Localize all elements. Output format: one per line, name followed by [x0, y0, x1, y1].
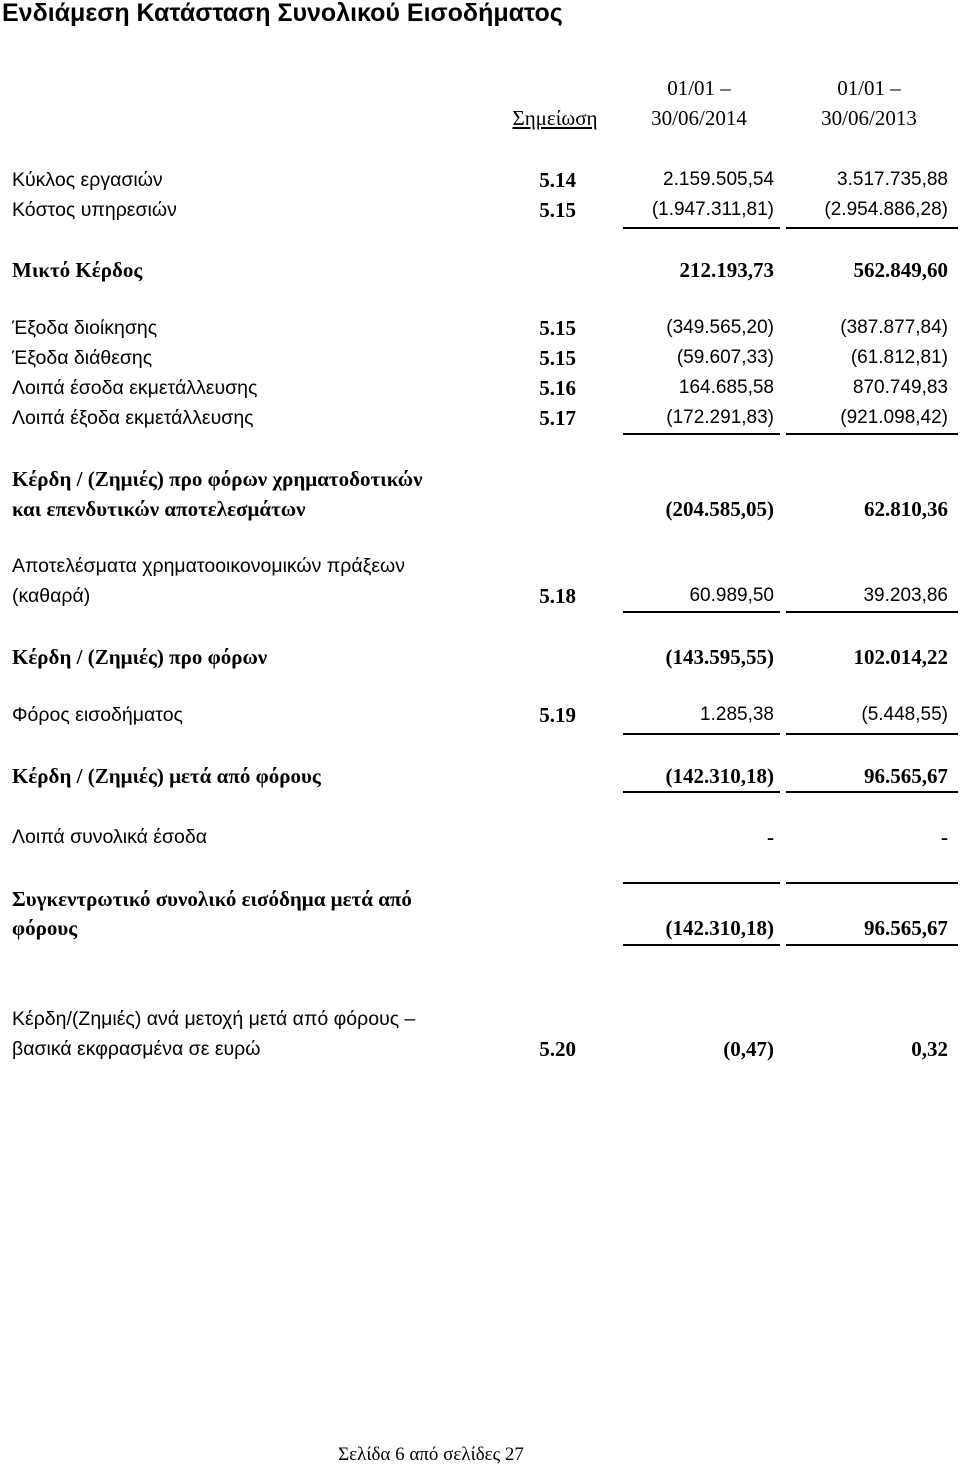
- row-value-2013-admin-expenses: (387.877,84): [840, 317, 948, 338]
- subtotal-rule: [786, 227, 958, 229]
- row-value-2014-revenue: 2.159.505,54: [663, 169, 774, 190]
- col-2014-header-line1: 01/01 –: [667, 76, 731, 100]
- row-value-2014-eps: (0,47): [723, 1037, 774, 1061]
- row-value-2013-other-comprehensive: -: [941, 825, 948, 849]
- row-value-2014-selling-expenses: (59.607,33): [676, 347, 774, 368]
- row-value-2013-ebt: 102.014,22: [853, 645, 948, 669]
- row-value-2014-admin-expenses: (349.565,20): [666, 317, 774, 338]
- row-label-financial-results-line2: (καθαρά): [12, 585, 91, 607]
- row-label-eps-line1: Κέρδη/(Ζημιές) ανά μετοχή μετά από φόρους –: [12, 1008, 416, 1030]
- row-label-other-income: Λοιπά έσοδα εκμετάλλευσης: [12, 377, 258, 399]
- row-label-total-comprehensive-line1: Συγκεντρωτικό συνολικό εισόδημα μετά από: [12, 887, 412, 911]
- page-title: Ενδιάμεση Κατάσταση Συνολικού Εισοδήματος: [2, 0, 563, 27]
- row-label-financial-results-line1: Αποτελέσματα χρηματοοικονομικών πράξεων: [12, 555, 406, 577]
- row-note-cost-of-services: 5.15: [539, 198, 576, 222]
- row-value-2014-total-comprehensive: (142.310,18): [665, 916, 774, 940]
- subtotal-rule: [786, 733, 958, 735]
- row-note-admin-expenses: 5.15: [539, 316, 576, 340]
- subtotal-rule: [623, 882, 780, 884]
- subtotal-rule: [623, 227, 780, 229]
- subtotal-rule: [786, 791, 958, 793]
- row-value-2013-net-profit: 96.565,67: [864, 764, 948, 788]
- row-label-cost-of-services: Κόστος υπηρεσιών: [12, 199, 177, 221]
- row-value-2014-gross-profit: 212.193,73: [679, 258, 774, 282]
- subtotal-rule: [786, 611, 958, 613]
- total-rule: [623, 944, 780, 946]
- row-note-eps: 5.20: [539, 1037, 576, 1061]
- row-note-income-tax: 5.19: [539, 703, 576, 727]
- row-value-2013-eps: 0,32: [911, 1037, 948, 1061]
- col-2013-header-line2: 30/06/2013: [821, 106, 917, 130]
- row-value-2013-income-tax: (5.448,55): [861, 704, 948, 725]
- row-value-2014-other-expenses: (172.291,83): [666, 407, 774, 428]
- row-note-other-expenses: 5.17: [539, 406, 576, 430]
- row-value-2014-financial-results: 60.989,50: [689, 585, 774, 606]
- subtotal-rule: [786, 882, 958, 884]
- row-note-revenue: 5.14: [539, 168, 576, 192]
- page-footer: Σελίδα 6 από σελίδες 27: [338, 1444, 524, 1465]
- row-value-2014-other-comprehensive: -: [767, 825, 774, 849]
- subtotal-rule: [623, 791, 780, 793]
- row-value-2014-net-profit: (142.310,18): [665, 764, 774, 788]
- subtotal-rule: [623, 611, 780, 613]
- row-value-2013-cost-of-services: (2.954.886,28): [824, 199, 948, 220]
- subtotal-rule: [623, 433, 780, 435]
- row-value-2014-ebt: (143.595,55): [665, 645, 774, 669]
- row-value-2014-cost-of-services: (1.947.311,81): [651, 199, 774, 220]
- row-note-other-income: 5.16: [539, 376, 576, 400]
- note-column-header: Σημείωση: [512, 106, 598, 130]
- row-label-eps-line2: βασικά εκφρασμένα σε ευρώ: [12, 1038, 261, 1060]
- row-label-net-profit: Κέρδη / (Ζημιές) μετά από φόρους: [12, 764, 321, 788]
- row-value-2013-financial-results: 39.203,86: [863, 585, 948, 606]
- subtotal-rule: [623, 733, 780, 735]
- total-rule: [786, 944, 958, 946]
- row-value-2014-other-income: 164.685,58: [678, 377, 774, 398]
- row-value-2013-other-income: 870.749,83: [852, 377, 948, 398]
- row-label-ebt: Κέρδη / (Ζημιές) προ φόρων: [12, 645, 268, 669]
- row-label-other-expenses: Λοιπά έξοδα εκμετάλλευσης: [12, 407, 254, 429]
- row-value-2013-other-expenses: (921.098,42): [840, 407, 948, 428]
- subtotal-rule: [786, 433, 958, 435]
- row-note-selling-expenses: 5.15: [539, 346, 576, 370]
- row-label-selling-expenses: Έξοδα διάθεσης: [12, 347, 153, 369]
- row-note-financial-results: 5.18: [539, 584, 576, 608]
- col-2014-header-line2: 30/06/2014: [651, 106, 747, 130]
- row-value-2013-selling-expenses: (61.812,81): [850, 347, 948, 368]
- row-label-other-comprehensive: Λοιπά συνολικά έσοδα: [12, 826, 207, 848]
- row-value-2013-ebit: 62.810,36: [864, 497, 948, 521]
- row-label-gross-profit: Μικτό Κέρδος: [12, 258, 143, 282]
- row-value-2014-income-tax: 1.285,38: [700, 704, 774, 725]
- row-label-income-tax: Φόρος εισοδήματος: [12, 704, 183, 726]
- row-value-2013-revenue: 3.517.735,88: [837, 169, 948, 190]
- row-label-admin-expenses: Έξοδα διοίκησης: [12, 317, 158, 339]
- row-value-2013-total-comprehensive: 96.565,67: [864, 916, 948, 940]
- row-value-2013-gross-profit: 562.849,60: [853, 258, 948, 282]
- row-label-total-comprehensive-line2: φόρους: [12, 916, 78, 940]
- row-label-ebit-line2: και επενδυτικών αποτελεσμάτων: [12, 497, 306, 521]
- row-value-2014-ebit: (204.585,05): [665, 497, 774, 521]
- row-label-revenue: Κύκλος εργασιών: [12, 169, 163, 191]
- col-2013-header-line1: 01/01 –: [837, 76, 901, 100]
- row-label-ebit-line1: Κέρδη / (Ζημιές) προ φόρων χρηματοδοτικών: [12, 467, 423, 491]
